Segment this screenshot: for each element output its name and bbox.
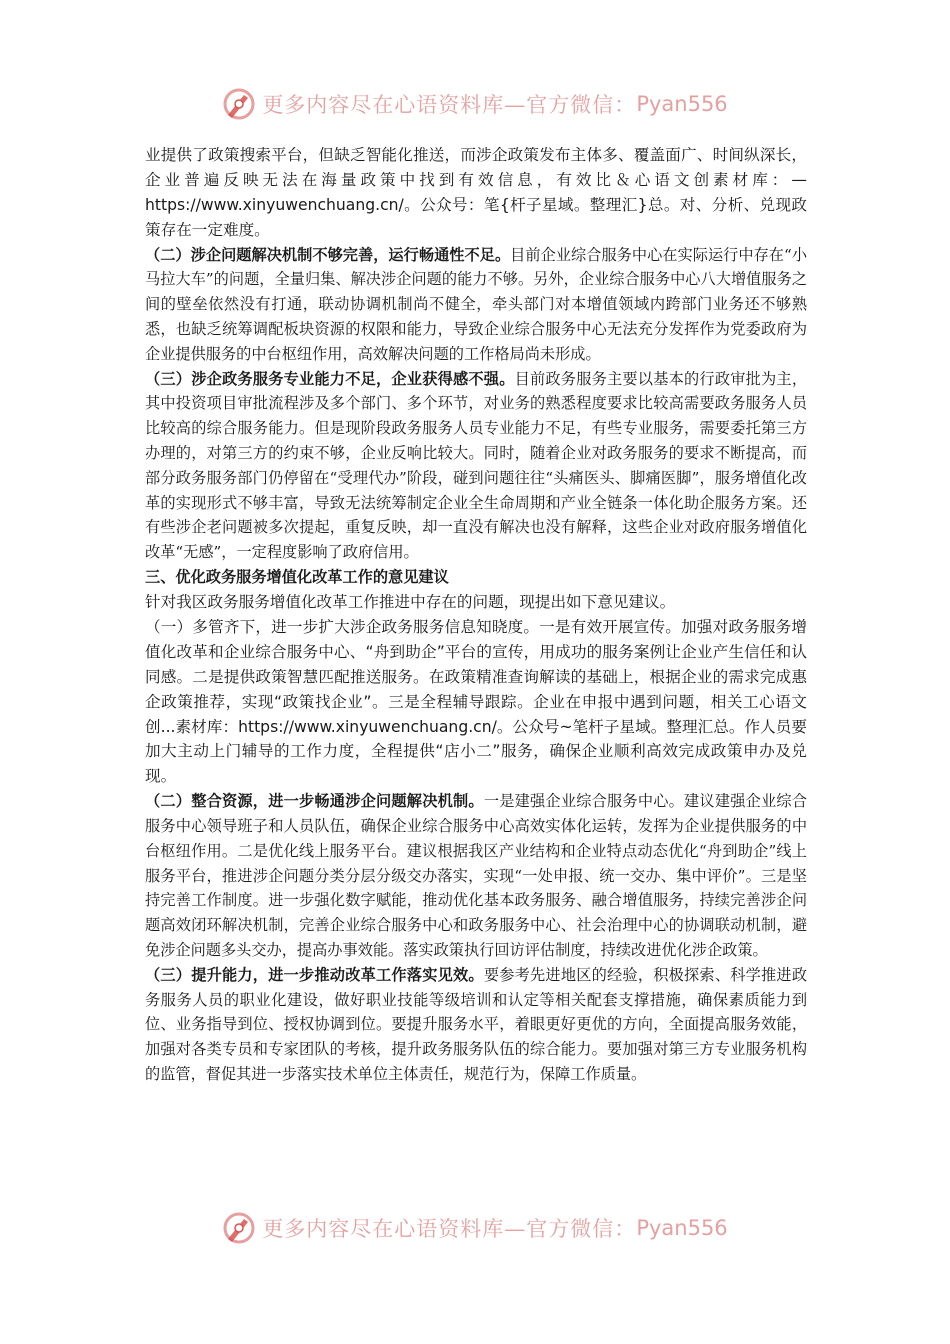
footer-banner (0, 1208, 950, 1248)
suggestion-3 (145, 963, 807, 1087)
issue-3-body: 目前政务服务主要以基本的行政审批为主，其中投资项目审批流程涉及多个部门、多个环节，对业务的熟悉程度要求比较高需要政务服务人员比较高的综合服务能力。但是现阶段政务服务人员专业能力不足，有些专业服务，需要委托第三方办理的，对第三方的约束不够，企业反响比较大。同时，随着企业对政务服务的要求不断提高，而部分政务服务部门仍停留在“受理代办”阶段，碰到问题往往“头痛医头、脚痛医脚”，服务增值化改革的实现形式不够丰富，导致无法统筹制定企业全生命周期和产业全链条一体化助企服务方案。还有些涉企老问题被多次提起，重复反映，却一直没有解决也没有解释，这些企业对政府服务增值化改革“无感”，一定程度影响了政府信用。 (145, 369, 808, 562)
document-body (145, 143, 807, 1087)
suggestion-3-title: （三）提升能力，进一步推动改革工作落实见效。 (145, 965, 484, 984)
suggestion-2 (145, 789, 807, 963)
banner-text: 更多内容尽在心语资料库—官方微信： (262, 93, 637, 117)
issue-2-title: （二）涉企问题解决机制不够完善，运行畅通性不足。 (145, 245, 511, 264)
banner-text: 更多内容尽在心语资料库—官方微信： (262, 1217, 637, 1241)
paragraph-issue-2 (145, 243, 807, 367)
banner-wechat-id: Pyan556 (636, 92, 728, 116)
logo-pen-circle-icon (222, 1211, 256, 1245)
suggestion-2-body: 一是建强企业综合服务中心。建议建强企业综合服务中心领导班子和人员队伍，确保企业综合服务中心高效实体化运转，发挥为企业提供服务的中台枢纽作用。二是优化线上服务平台。建议根据我区产业结构和企业特点动态优化“舟到助企”线上服务平台，推进涉企问题分类分层分级交办落实，实现“一处申报、统一交办、集中评价”。三是坚持完善工作制度。进一步强化数字赋能，推动优化基本政务服务、融合增值服务，持续完善涉企问题高效闭环解决机制，完善企业综合服务中心和政务服务中心、社会治理中心的协调联动机制，避免涉企问题多头交办，提高办事效能。落实政策执行回访评估制度，持续改进优化涉企政策。 (145, 792, 808, 960)
banner-wechat-id: Pyan556 (636, 1216, 728, 1240)
logo-pen-circle-icon (222, 87, 256, 121)
suggestion-3-body: 要参考先进地区的经验，积极探索、科学推进政务服务人员的职业化建设，做好职业技能等级培训和认定等相关配套支撑措施，确保素质能力到位、业务指导到位、授权协调到位。要提升服务水平，着眼更好更优的方向，全面提高服务效能，加强对各类专员和专家团队的考核，提升政务服务队伍的综合能力。要加强对第三方专业服务机构的监管，督促其进一步落实技术单位主体责任，规范行为，保障工作质量。 (145, 965, 808, 1083)
section-3-heading: 三、优化政务服务增值化改革工作的意见建议 (145, 567, 449, 586)
header-banner (0, 84, 950, 124)
section-3-intro: 针对我区政务服务增值化改革工作推进中存在的问题，现提出如下意见建议。 (145, 592, 676, 611)
issue-2-body: 目前企业综合服务中心在实际运行中存在“小马拉大车”的问题，全量归集、解决涉企问题的能力不够。另外，企业综合服务中心八大增值服务之间的壁垒依然没有打通，联动协调机制尚不健全，牵头部门对本增值领域内跨部门业务还不够熟悉，也缺乏统筹调配板块资源的权限和能力，导致企业综合服务中心无法充分发挥作为党委政府为企业提供服务的中台枢纽作用，高效解决问题的工作格局尚未形成。 (145, 245, 808, 363)
issue-3-title: （三）涉企政务服务专业能力不足，企业获得感不强。 (145, 369, 515, 388)
paragraph-issue-3 (145, 367, 807, 565)
suggestion-2-title: （二）整合资源，进一步畅通涉企问题解决机制。 (145, 792, 484, 811)
suggestion-1: （一）多管齐下，进一步扩大涉企政务服务信息知晓度。一是有效开展宣传。加强对政务服务增值化改革和企业综合服务中心、“舟到助企”平台的宣传，用成功的服务案例让企业产生信任和认同感。二是提供政策智慧匹配推送服务。在政策精准查询解读的基础上，根据企业的需求完成惠企政策推荐，实现“政策找企业”。三是全程辅导跟踪。企业在申报中遇到问题，相关工心语文创...素材库：https://www.xinyuwenchuang.cn/。公众号~笔杆子星域。整理汇总。作人员要加大主动上门辅导的工作力度，全程提供“店小二”服务，确保企业顺利高效完成政策申办及兑现。 (145, 617, 807, 786)
paragraph-policy-search: 业提供了政策搜索平台，但缺乏智能化推送，而涉企政策发布主体多、覆盖面广、时间纵深长，企业普遍反映无法在海量政策中找到有效信息，有效比＆心语文创素材库：—https://www.xinyuwenchuang.cn/。公众号：笔{杆子星域。整理汇}总。对、分析、兑现政策存在一定难度。 (145, 146, 807, 239)
